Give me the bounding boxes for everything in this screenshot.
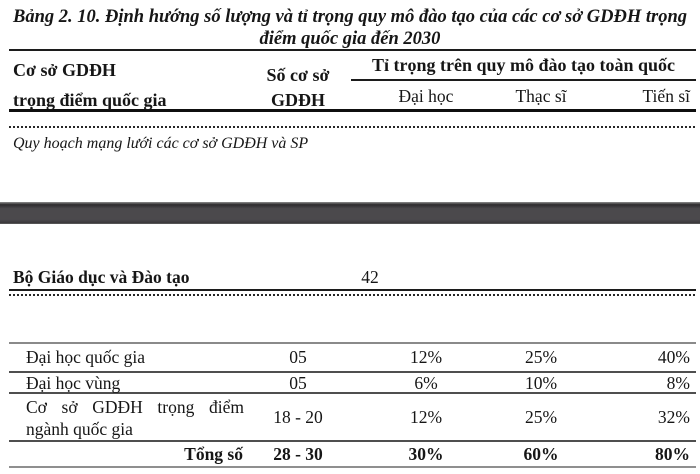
header-count-line2: GDĐH bbox=[271, 90, 325, 110]
table-row-ministry bbox=[13, 267, 695, 288]
header-share-group-title: Tỉ trọng trên quy mô đào tạo toàn quốc bbox=[351, 51, 696, 81]
cell-tien-si: 32% bbox=[657, 406, 690, 427]
cell-tien-si: 8% bbox=[666, 373, 690, 393]
header-count-line1: Số cơ sở bbox=[266, 65, 330, 85]
header-institution-column bbox=[9, 51, 245, 109]
dotted-divider-top bbox=[9, 126, 696, 128]
ministry-row-rule bbox=[9, 289, 696, 291]
table-row-trong-diem-nganh bbox=[9, 394, 696, 442]
cell-count: 28 - 30 bbox=[273, 443, 323, 464]
dotted-divider-ministry bbox=[9, 294, 696, 296]
cell-thac-si: 25% bbox=[524, 347, 558, 367]
table-row-total bbox=[9, 442, 696, 466]
source-note: Quy hoạch mạng lưới các cơ sở GDĐH và SP bbox=[13, 135, 309, 152]
cell-thac-si: 10% bbox=[524, 373, 558, 393]
table2-body bbox=[9, 342, 696, 468]
cell-count: 05 bbox=[289, 347, 307, 367]
cell-count: 18 - 20 bbox=[273, 406, 323, 427]
header-institution-line2: trọng điểm quốc gia bbox=[13, 90, 167, 110]
cell-thac-si: 60% bbox=[523, 443, 559, 464]
row-label bbox=[9, 395, 245, 440]
header-subcol-tien-si: Tiến sĩ bbox=[642, 86, 690, 106]
cell-tien-si: 80% bbox=[655, 443, 690, 464]
table-caption bbox=[0, 7, 700, 50]
cell-dai-hoc: 12% bbox=[409, 406, 443, 427]
header-share-group bbox=[351, 51, 696, 109]
ministry-count: 42 bbox=[361, 267, 379, 287]
header-share-subcolumns bbox=[351, 81, 696, 109]
row-label: Đại học quốc gia bbox=[26, 347, 146, 367]
cell-dai-hoc: 6% bbox=[414, 373, 438, 393]
header-subcol-dai-hoc: Đại học bbox=[398, 86, 454, 106]
cell-tien-si: 40% bbox=[657, 347, 690, 367]
cell-thac-si: 25% bbox=[524, 406, 558, 427]
row-label-line2: ngành quốc gia bbox=[26, 418, 133, 439]
cell-count: 05 bbox=[289, 373, 307, 393]
ministry-label: Bộ Giáo dục và Đào tạo bbox=[13, 267, 190, 287]
table-row-dai-hoc-vung bbox=[9, 373, 696, 394]
page-separator-bar bbox=[0, 202, 700, 224]
table-caption-line1: Bảng 2. 10. Định hướng số lượng và tỉ trọng quy mô đào tạo của các cơ sở GDĐH trọng bbox=[13, 7, 687, 27]
total-label: Tổng số bbox=[184, 443, 243, 464]
header-subcol-thac-si: Thạc sĩ bbox=[515, 86, 567, 106]
header-count-column bbox=[245, 51, 351, 109]
row-label: Đại học vùng bbox=[26, 373, 121, 393]
cell-dai-hoc: 12% bbox=[409, 347, 443, 367]
header-institution-line1: Cơ sở GDĐH bbox=[13, 60, 116, 80]
row-label-line1: Cơ sở GDĐH trọng điểm bbox=[26, 396, 244, 417]
table1-header bbox=[9, 49, 696, 112]
table-row-dai-hoc-quoc-gia bbox=[9, 344, 696, 373]
table-caption-line2: điểm quốc gia đến 2030 bbox=[259, 28, 441, 49]
cell-dai-hoc: 30% bbox=[408, 443, 444, 464]
